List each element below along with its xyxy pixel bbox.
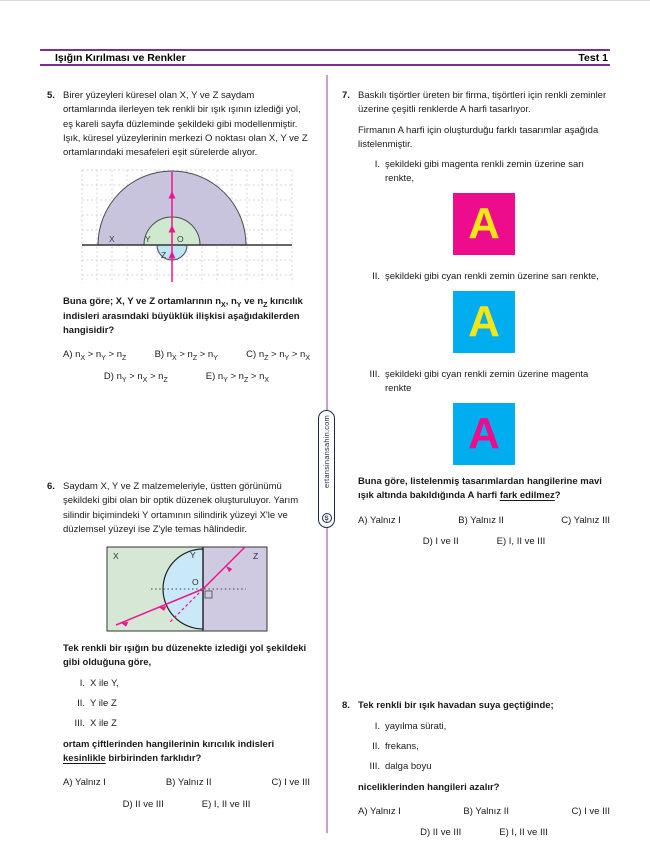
label-x: X (112, 551, 119, 562)
design-letter-2: A (468, 297, 500, 347)
roman-numeral: II. (372, 740, 380, 752)
design-swatch-3 (453, 403, 515, 465)
question-6 (47, 480, 310, 812)
question-7-text1: Baskılı tişörtler üreten bir firma, tişörtleri için renkli zeminler üzerine çeşitli renklerde A harfi tasarlıyor. (358, 90, 607, 116)
option-a: A) $n_X > n_Y > n_Z$ (63, 349, 127, 363)
label-z: Z (252, 551, 258, 562)
option-d: D) $n_Y > n_X > n_Z$ (103, 370, 168, 384)
label-o: O (176, 234, 184, 245)
right-column (342, 89, 610, 841)
q6-item-1 (63, 677, 310, 691)
question-5-figure (63, 169, 310, 285)
question-7 (342, 89, 610, 549)
option-e: E) I, II ve III (201, 798, 251, 810)
test-number-label: Test 1 (578, 51, 608, 64)
option-b: B) Yalnız II (165, 777, 212, 789)
item-text: şekildeki gibi cyan renkli zemin üzerine sarı renkte, (385, 271, 599, 283)
question-6-options-row1 (63, 776, 310, 790)
label-o: O (191, 577, 199, 588)
label-x: X (108, 234, 115, 245)
option-b: B) $n_X > n_Z > n_Y$ (154, 349, 218, 363)
question-8-options-row2 (358, 826, 610, 840)
q7-item-1 (358, 158, 610, 186)
question-8-intro: Tek renkli bir ışık havadan suya geçtiğinde; (358, 700, 554, 712)
watermark-pill (318, 410, 335, 528)
q6-item-3 (63, 717, 310, 731)
page-content (40, 89, 610, 849)
page-header (40, 49, 610, 66)
q7-item-3 (358, 368, 610, 396)
question-7-stem: Buna göre, listelenmiş tasarımlardan hangilerine mavi ışık altında bakıldığında A harfi fark edilmez? (358, 476, 602, 502)
q8-item-1 (358, 720, 610, 734)
roman-numeral: III. (369, 369, 380, 381)
question-6-options-row2 (63, 798, 310, 812)
question-7-number: 7. (342, 90, 350, 101)
q8-item-2 (358, 740, 610, 754)
question-5-options-row2 (63, 370, 310, 384)
label-y: Y (144, 234, 151, 245)
item-text: dalga boyu (385, 760, 432, 772)
option-c: C) I ve III (571, 805, 610, 817)
option-a: A) Yalnız I (358, 805, 401, 817)
option-b: B) Yalnız II (463, 805, 509, 817)
option-e: E) I, II ve III (499, 827, 548, 839)
question-6-intro: Tek renkli bir ışığın bu düzenekte izlediği yol şekildeki gibi olduğuna göre, (63, 643, 307, 669)
concentric-media-diagram (81, 169, 293, 285)
option-d: D) I ve II (422, 536, 459, 548)
question-5-stem: Buna göre; X, Y ve Z ortamlarının $n_X$, $n_Y$ ve $n_Z$ kırıcılık indisleri arasındaki büyüklük ilişkisi aşağıdakilerden hangisidir? (63, 296, 303, 337)
label-z: Z (160, 250, 166, 261)
option-b: B) Yalnız II (458, 514, 504, 526)
question-8-options-row1 (358, 805, 610, 819)
page-title: Işığın Kırılması ve Renkler (55, 51, 186, 64)
q7-item-2 (358, 270, 610, 284)
roman-numeral: III. (74, 717, 85, 729)
question-8-stem: niceliklerinden hangileri azalır? (358, 781, 500, 793)
item-text: X ile Z (90, 717, 117, 729)
watermark-logo-icon: Ş (322, 513, 332, 523)
question-6-number: 6. (47, 480, 55, 492)
q6-item-2 (63, 697, 310, 711)
left-column (47, 89, 310, 812)
question-8 (342, 699, 610, 840)
roman-numeral: II. (77, 697, 85, 709)
question-7-text2: Firmanın A harfi için oluşturduğu farklı tasarımlar aşağıda listelenmiştir. (358, 124, 599, 150)
question-6-stem: ortam çiftlerinden hangilerinin kırıcılık indisleri kesinlikle birbirinden farklıdır? (63, 738, 275, 765)
question-6-figure (63, 546, 310, 632)
option-d: D) II ve III (420, 827, 462, 839)
item-text: X ile Y, (90, 677, 119, 689)
roman-numeral: I. (79, 677, 85, 689)
option-d: D) II ve III (122, 798, 164, 810)
item-text: şekildeki gibi magenta renkli zemin üzerine sarı renkte, (385, 159, 585, 185)
item-text: şekildeki gibi cyan renkli zemin üzerine magenta renkte (385, 369, 589, 395)
option-e: E) $n_Y > n_Z > n_X$ (205, 370, 270, 384)
question-5 (47, 89, 310, 384)
item-text: Y ile Z (90, 697, 117, 709)
item-text: yayılma sürati, (385, 720, 447, 732)
design-swatch-2 (453, 291, 515, 353)
roman-numeral: III. (369, 760, 380, 772)
roman-numeral: I. (374, 159, 380, 171)
design-swatch-1 (453, 193, 515, 255)
label-y: Y (189, 550, 196, 561)
option-a: A) Yalnız I (358, 514, 401, 526)
question-8-number: 8. (342, 700, 350, 712)
design-letter-3: A (468, 409, 500, 459)
item-text: frekans, (385, 740, 419, 752)
option-e: E) I, II ve III (496, 536, 546, 548)
watermark-text: ertansinansahin.com (322, 415, 331, 489)
option-c: C) $n_Z > n_Y > n_X$ (246, 349, 310, 363)
question-7-options-row1 (358, 514, 610, 528)
q8-item-3 (358, 760, 610, 774)
half-cylinder-optics-diagram (106, 546, 268, 632)
question-5-options-row1 (63, 348, 310, 362)
question-7-options-row2 (358, 535, 610, 549)
question-5-number: 5. (47, 90, 55, 101)
question-5-text: Birer yüzeyleri küresel olan X, Y ve Z saydam ortamlarında ilerleyen tek renkli bir ışık ışının izlediği yol, eş kareli sayfa düzleminde şekildeki gibi modellenmiştir. Işık, küresel yüzeylerinin merkezi O noktası olan X, Y ve Z ortamlarındaki mesafeleri eşit sürelerde alıyor. (63, 90, 308, 159)
question-6-text: Saydam X, Y ve Z malzemeleriyle, üstten görünümü şekildeki gibi olan bir optik düzenek oluşturuluyor. Yarım silindir biçimindeki Y ortamının silindirik yüzeyi X'le ve düzlemsel yüzeyi ise Z'yle temas hâlindedir. (63, 480, 299, 535)
option-a: A) Yalnız I (63, 777, 106, 789)
design-letter-1: A (468, 199, 500, 249)
option-c: C) Yalnız III (561, 514, 610, 526)
roman-numeral: I. (374, 720, 380, 732)
roman-numeral: II. (372, 271, 380, 283)
option-c: C) I ve III (271, 777, 310, 789)
